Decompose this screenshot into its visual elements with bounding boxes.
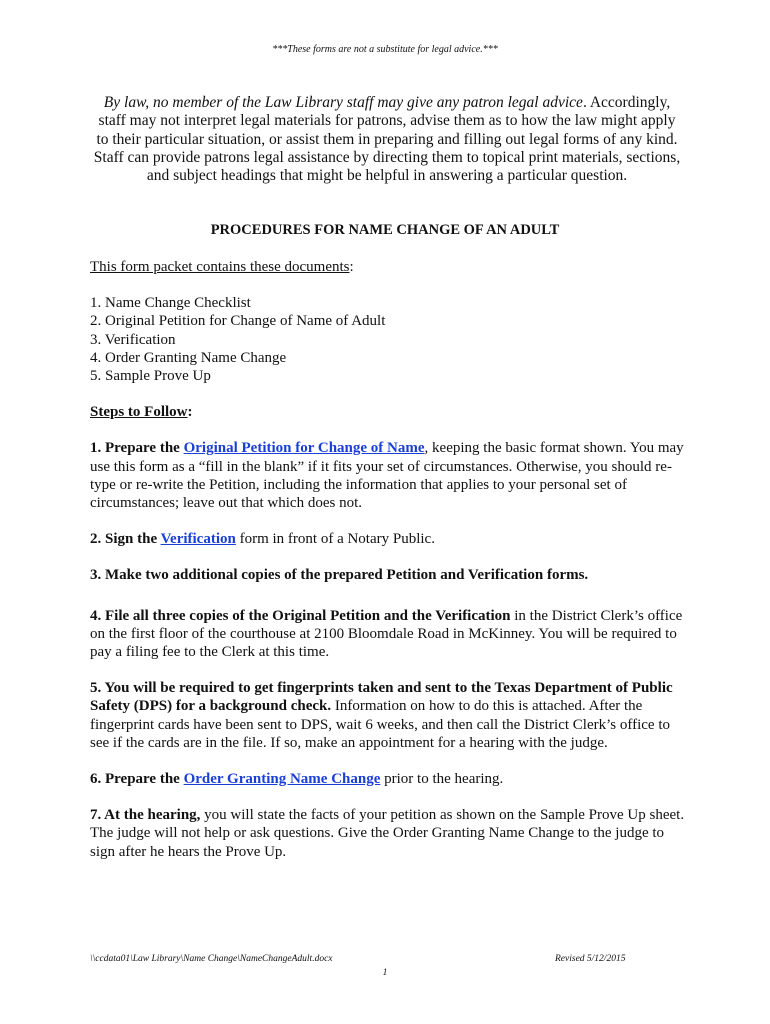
original-petition-link[interactable]: Original Petition for Change of Name (183, 440, 425, 457)
intro-lead: By law, no member of the Law Library staff may give any patron legal advice (103, 94, 583, 111)
legal-disclaimer: ***These forms are not a substitute for legal advice.*** (272, 44, 498, 55)
step-1: 1. Prepare the Original Petition for Change of Name, keeping the basic format shown. You may use this form as a “fill in the blank” if it fits your set of circumstances. Otherwise, you should re-type or re-write the Petition, including the information that applies to your personal set of circumstances; leave out that which does not. (90, 440, 684, 512)
intro-rest: Accordingly, staff may not interpret legal materials for patrons, advise them as to how the law might apply to their particular situation, or assist them in preparing and filling out legal forms of any kind. Staff can provide patrons legal assistance by directing them to topical print materials, sections, and subject headings that might be helpful in answering a particular question. (93, 94, 681, 185)
step-4: 4. File all three copies of the Original Petition and the Verification in the District Clerk’s office on the first floor of the courthouse at 2100 Bloomdale Road in McKinney. You will be required to pay a filing fee to the Clerk at this time. (90, 607, 683, 661)
document-body (90, 258, 690, 861)
order-granting-link[interactable]: Order Granting Name Change (183, 771, 381, 788)
step-2: 2. Sign the Verification form in front of a Notary Public. (90, 531, 435, 548)
list-item: 4. Order Granting Name Change (90, 349, 287, 366)
step-5: 5. You will be required to get fingerprints taken and sent to the Texas Department of Public Safety (DPS) for a background check. Information on how to do this is attached. After the fingerprint cards have been sent to DPS, wait 6 weeks, and then call the District Clerk’s office to see if the cards are in the file. If so, make an appointment for a hearing with the judge. (90, 680, 673, 751)
list-item: 1. Name Change Checklist (90, 295, 251, 312)
packet-heading: This form packet contains these documents: (90, 259, 354, 275)
verification-link[interactable]: Verification (160, 531, 236, 548)
list-item: 2. Original Petition for Change of Name of Adult (90, 313, 386, 330)
page-number: 1 (382, 968, 388, 978)
step-7: 7. At the hearing, you will state the facts of your petition as shown on the Sample Prove Up sheet. The judge will not help or ask questions. Give the Order Granting Name Change to the judge to sign after he hears the Prove Up. (90, 807, 685, 860)
packet-document-list (90, 294, 690, 385)
step-6: 6. Prepare the Order Granting Name Change prior to the hearing. (90, 771, 504, 788)
intro-paragraph: By law, no member of the Law Library staff may give any patron legal advice. Accordingly, staff may not interpret legal materials for patrons, advise them as to how the law might apply to their particular situation, or assist them in preparing and filling out legal forms of any kind. Staff can provide patrons legal assistance by directing them to topical print materials, sections, and subject headings that might be helpful in answering a particular question. (93, 94, 681, 185)
footer-file-path: \\ccdata01\Law Library\Name Change\NameChangeAdult.docx (90, 954, 333, 964)
steps-heading: Steps to Follow: (90, 404, 193, 421)
page-title: PROCEDURES FOR NAME CHANGE OF AN ADULT (210, 222, 560, 238)
footer-revised-date: Revised 5/12/2015 (555, 954, 626, 964)
list-item: 5. Sample Prove Up (90, 368, 211, 385)
list-item: 3. Verification (90, 331, 176, 348)
step-3: 3. Make two additional copies of the prepared Petition and Verification forms. (90, 567, 589, 584)
